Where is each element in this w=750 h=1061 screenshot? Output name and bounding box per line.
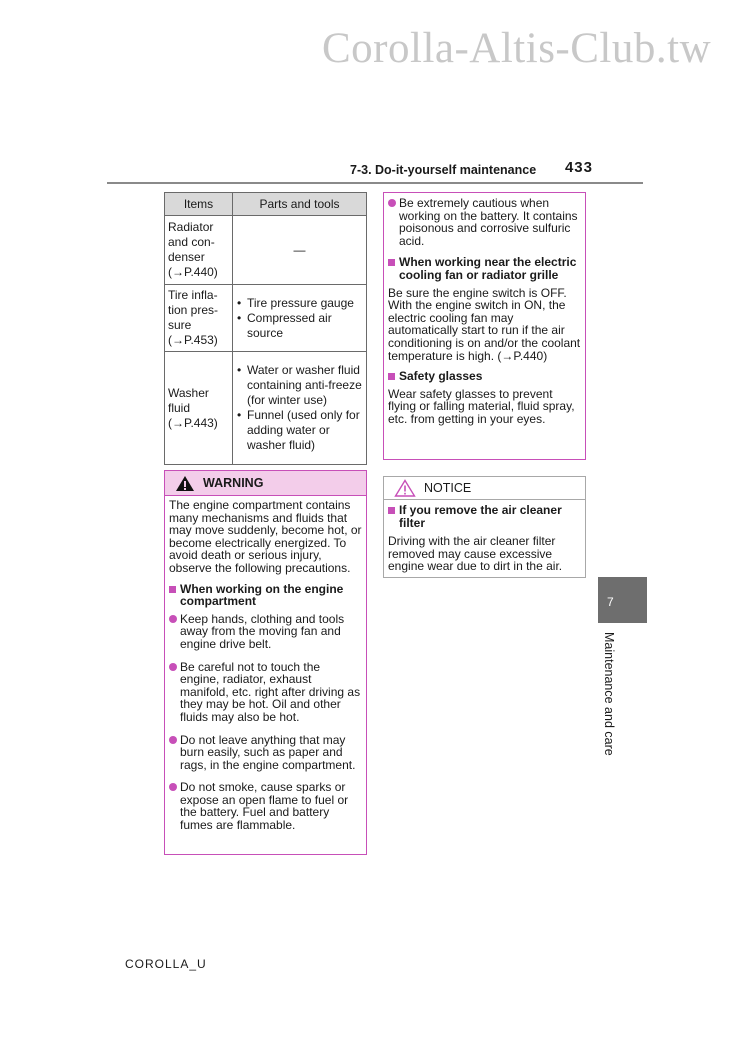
item-line: Radiator [168,220,214,234]
page-header [330,160,595,182]
item-line: Washer [168,385,209,400]
table-cell-item [165,285,233,352]
table-header-row [165,193,367,216]
item-line: fluid [168,400,191,415]
parts-list [237,296,362,341]
notice-title: NOTICE [424,481,472,495]
item-line: (→P.440) [168,265,218,279]
warning-paragraph: Wear safety glasses to prevent flying or falling material, fluid spray, etc. from getting in your eyes. [388,386,575,426]
footer-model: COROLLA_U [125,957,207,971]
warning-header [165,471,366,496]
warning-subheading: Safety glasses [388,370,581,383]
caution-icon [394,479,416,497]
chapter-label [602,632,616,772]
table-cell-parts [233,285,367,352]
item-line: (→P.453) [168,333,218,347]
notice-header [384,477,585,500]
warning-icon [175,475,195,492]
warning-title: WARNING [203,476,264,490]
notice-body [384,500,585,573]
table-cell-parts: — [233,216,367,285]
warning-body [165,496,366,832]
warning-box [164,470,367,855]
warning-bullet: Keep hands, clothing and tools away from the moving fan and engine drive belt. [169,613,362,651]
chapter-tab: 7 [598,577,647,623]
warning-continued-box [383,192,586,460]
item-line: and con- [168,235,215,249]
item-line: Tire infla- [168,288,218,302]
table-cell-parts [233,352,367,465]
parts-list-item: • Water or washer fluid containing anti-freeze (for winter use) [237,363,362,408]
table-cell-item [165,352,233,465]
warning-bullet: Be extremely cautious when working on the battery. It contains poisonous and corrosive sulfuric acid. [388,197,581,247]
warning-subheading: When working on the engine compartment [169,583,362,608]
notice-paragraph: Driving with the air cleaner filter removed may cause excessive engine wear due to dirt in the air. [388,534,563,574]
tools-table [164,192,367,465]
table-row [165,352,367,465]
table-cell-item [165,216,233,285]
parts-list-item: • Compressed air source [237,311,362,341]
table-row [165,285,367,352]
warning-bullet: Be careful not to touch the engine, radiator, exhaust manifold, etc. right after driving as they may be hot. Oil and other fluids may also be hot. [169,661,362,724]
watermark: Corolla-Altis-Club.tw [322,25,712,72]
notice-subheading: If you remove the air cleaner filter [388,504,581,529]
item-line: tion pres- [168,303,219,317]
parts-list [237,363,362,453]
parts-list-item: • Tire pressure gauge [237,296,362,311]
notice-box [383,476,586,578]
table-header-parts: Parts and tools [233,193,367,216]
table-row [165,216,367,285]
page-number: 433 [564,159,593,176]
chapter-label-text: Maintenance and care [602,632,616,756]
table-header-items: Items [165,193,233,216]
section-title: 7-3. Do-it-yourself maintenance [350,163,537,177]
header-rule [107,182,643,184]
item-line: (→P.443) [168,415,218,430]
warning-bullet: Do not smoke, cause sparks or expose an open flame to fuel or the battery. Fuel and battery fumes are flammable. [169,781,362,831]
warning-paragraph: Be sure the engine switch is OFF. With the engine switch in ON, the electric cooling fan may automatically start to run if the air conditioning is on and/or the coolant temperature is high. (→P.440) [388,285,581,363]
warning-bullet: Do not leave anything that may burn easily, such as paper and rags, in the engine compartment. [169,734,362,772]
parts-list-item: • Funnel (used only for adding water or washer fluid) [237,408,362,453]
warning-continued-body [384,193,585,426]
warning-intro: The engine compartment contains many mechanisms and fluids that may move suddenly, become hot, or become electrically energized. To avoid death or serious injury, observe the following precautions. [169,498,362,575]
item-line: denser [168,250,205,264]
warning-subheading: When working near the electric cooling fan or radiator grille [388,256,581,281]
item-line: sure [168,318,192,332]
